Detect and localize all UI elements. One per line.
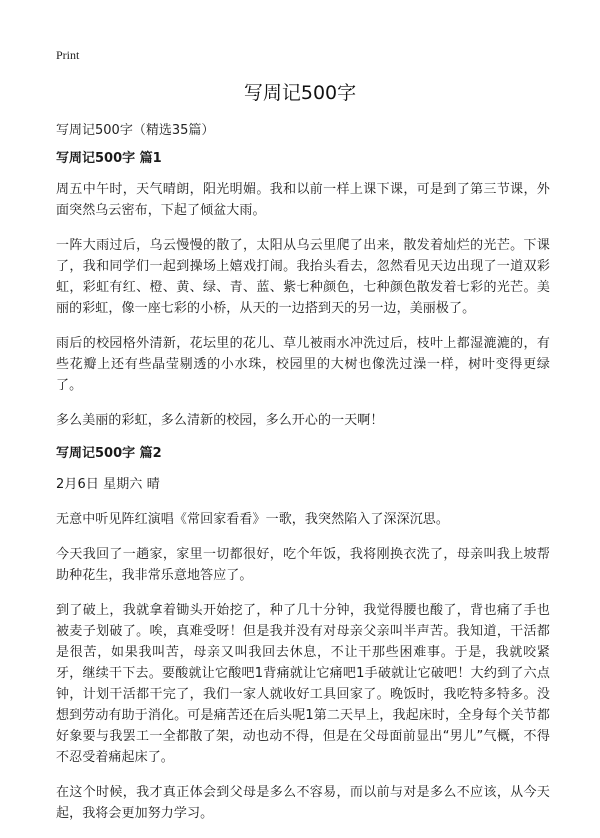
- page-title: 写周记500字: [243, 82, 357, 104]
- paragraph: 周五中午时，天气晴朗，阳光明媚。我和以前一样上课下课，可是到了第三节课，外面突然乌云密布，下起了倾盆大雨。: [56, 182, 550, 218]
- paragraph: 多么美丽的彩虹，多么清新的校园，多么开心的一天啊！: [56, 413, 384, 428]
- paragraph: 在这个时候，我才真正体会到父母是多么不容易，而以前与对是多么不应该，从今天起，我将会更加努力学习。: [56, 785, 550, 821]
- date-line: 2月6日 星期六 晴: [56, 477, 160, 492]
- print-label: Print: [56, 48, 80, 62]
- paragraph: 雨后的校园格外清新，花坛里的花儿、草儿被雨水冲洗过后，枝叶上都湿漉漉的，有些花瓣上还有些晶莹剔透的小水珠，校园里的大树也像洗过澡一样，树叶变得更绿了。: [56, 336, 550, 393]
- document-body: [56, 150, 550, 838]
- paragraph: 无意中听见阵红演唱《常回家看看》一歌，我突然陷入了深深沉思。: [56, 512, 450, 527]
- paragraph: 一阵大雨过后，乌云慢慢的散了，太阳从乌云里爬了出来，散发着灿烂的光芒。下课了，我和同学们一起到操场上嬉戏打闹。我抬头看去，忽然看见天边出现了一道双彩虹，彩虹有红、橙、黄、绿、青、蓝、紫七种颜色，七种颜色散发着七彩的光芒。美丽的彩虹，像一座七彩的小桥，从天的一边搭到天的另一边，美丽极了。: [56, 238, 550, 316]
- section-heading: 写周记500字 篇1: [56, 151, 162, 166]
- section-heading: 写周记500字 篇2: [56, 446, 162, 461]
- paragraph: 到了破上，我就拿着锄头开始挖了，种了几十分钟，我觉得腰也酸了，背也痛了手也被麦子划破了。唉，真难受呀！但是我并没有对母亲父亲叫半声苦。我知道，干活都是很苦，如果我叫苦，母亲又叫我回去休息，不让干那些困难事。于是，我就咬紧牙，继续干下去。要酸就让它酸吧1背痛就让它痛吧1手破就让它破吧！大约到了六点钟，计划干活都干完了，我们一家人就收好工具回家了。晚饭时，我吃特多特多。没想到劳动有助于消化。可是痛苦还在后头呢1第二天早上，我起床时，全身每个关节都好象要与我罢工一全都散了架，动也动不得，但是在父母面前显出“男儿”气概，不得不忍受着痛起床了。: [56, 603, 550, 765]
- paragraph: 今天我回了一趟家，家里一切都很好，吃个年饭，我将刚换衣洗了，母亲叫我上坡帮助种花生，我非常乐意地答应了。: [56, 547, 550, 583]
- page-subtitle: 写周记500字（精选35篇）: [56, 123, 215, 138]
